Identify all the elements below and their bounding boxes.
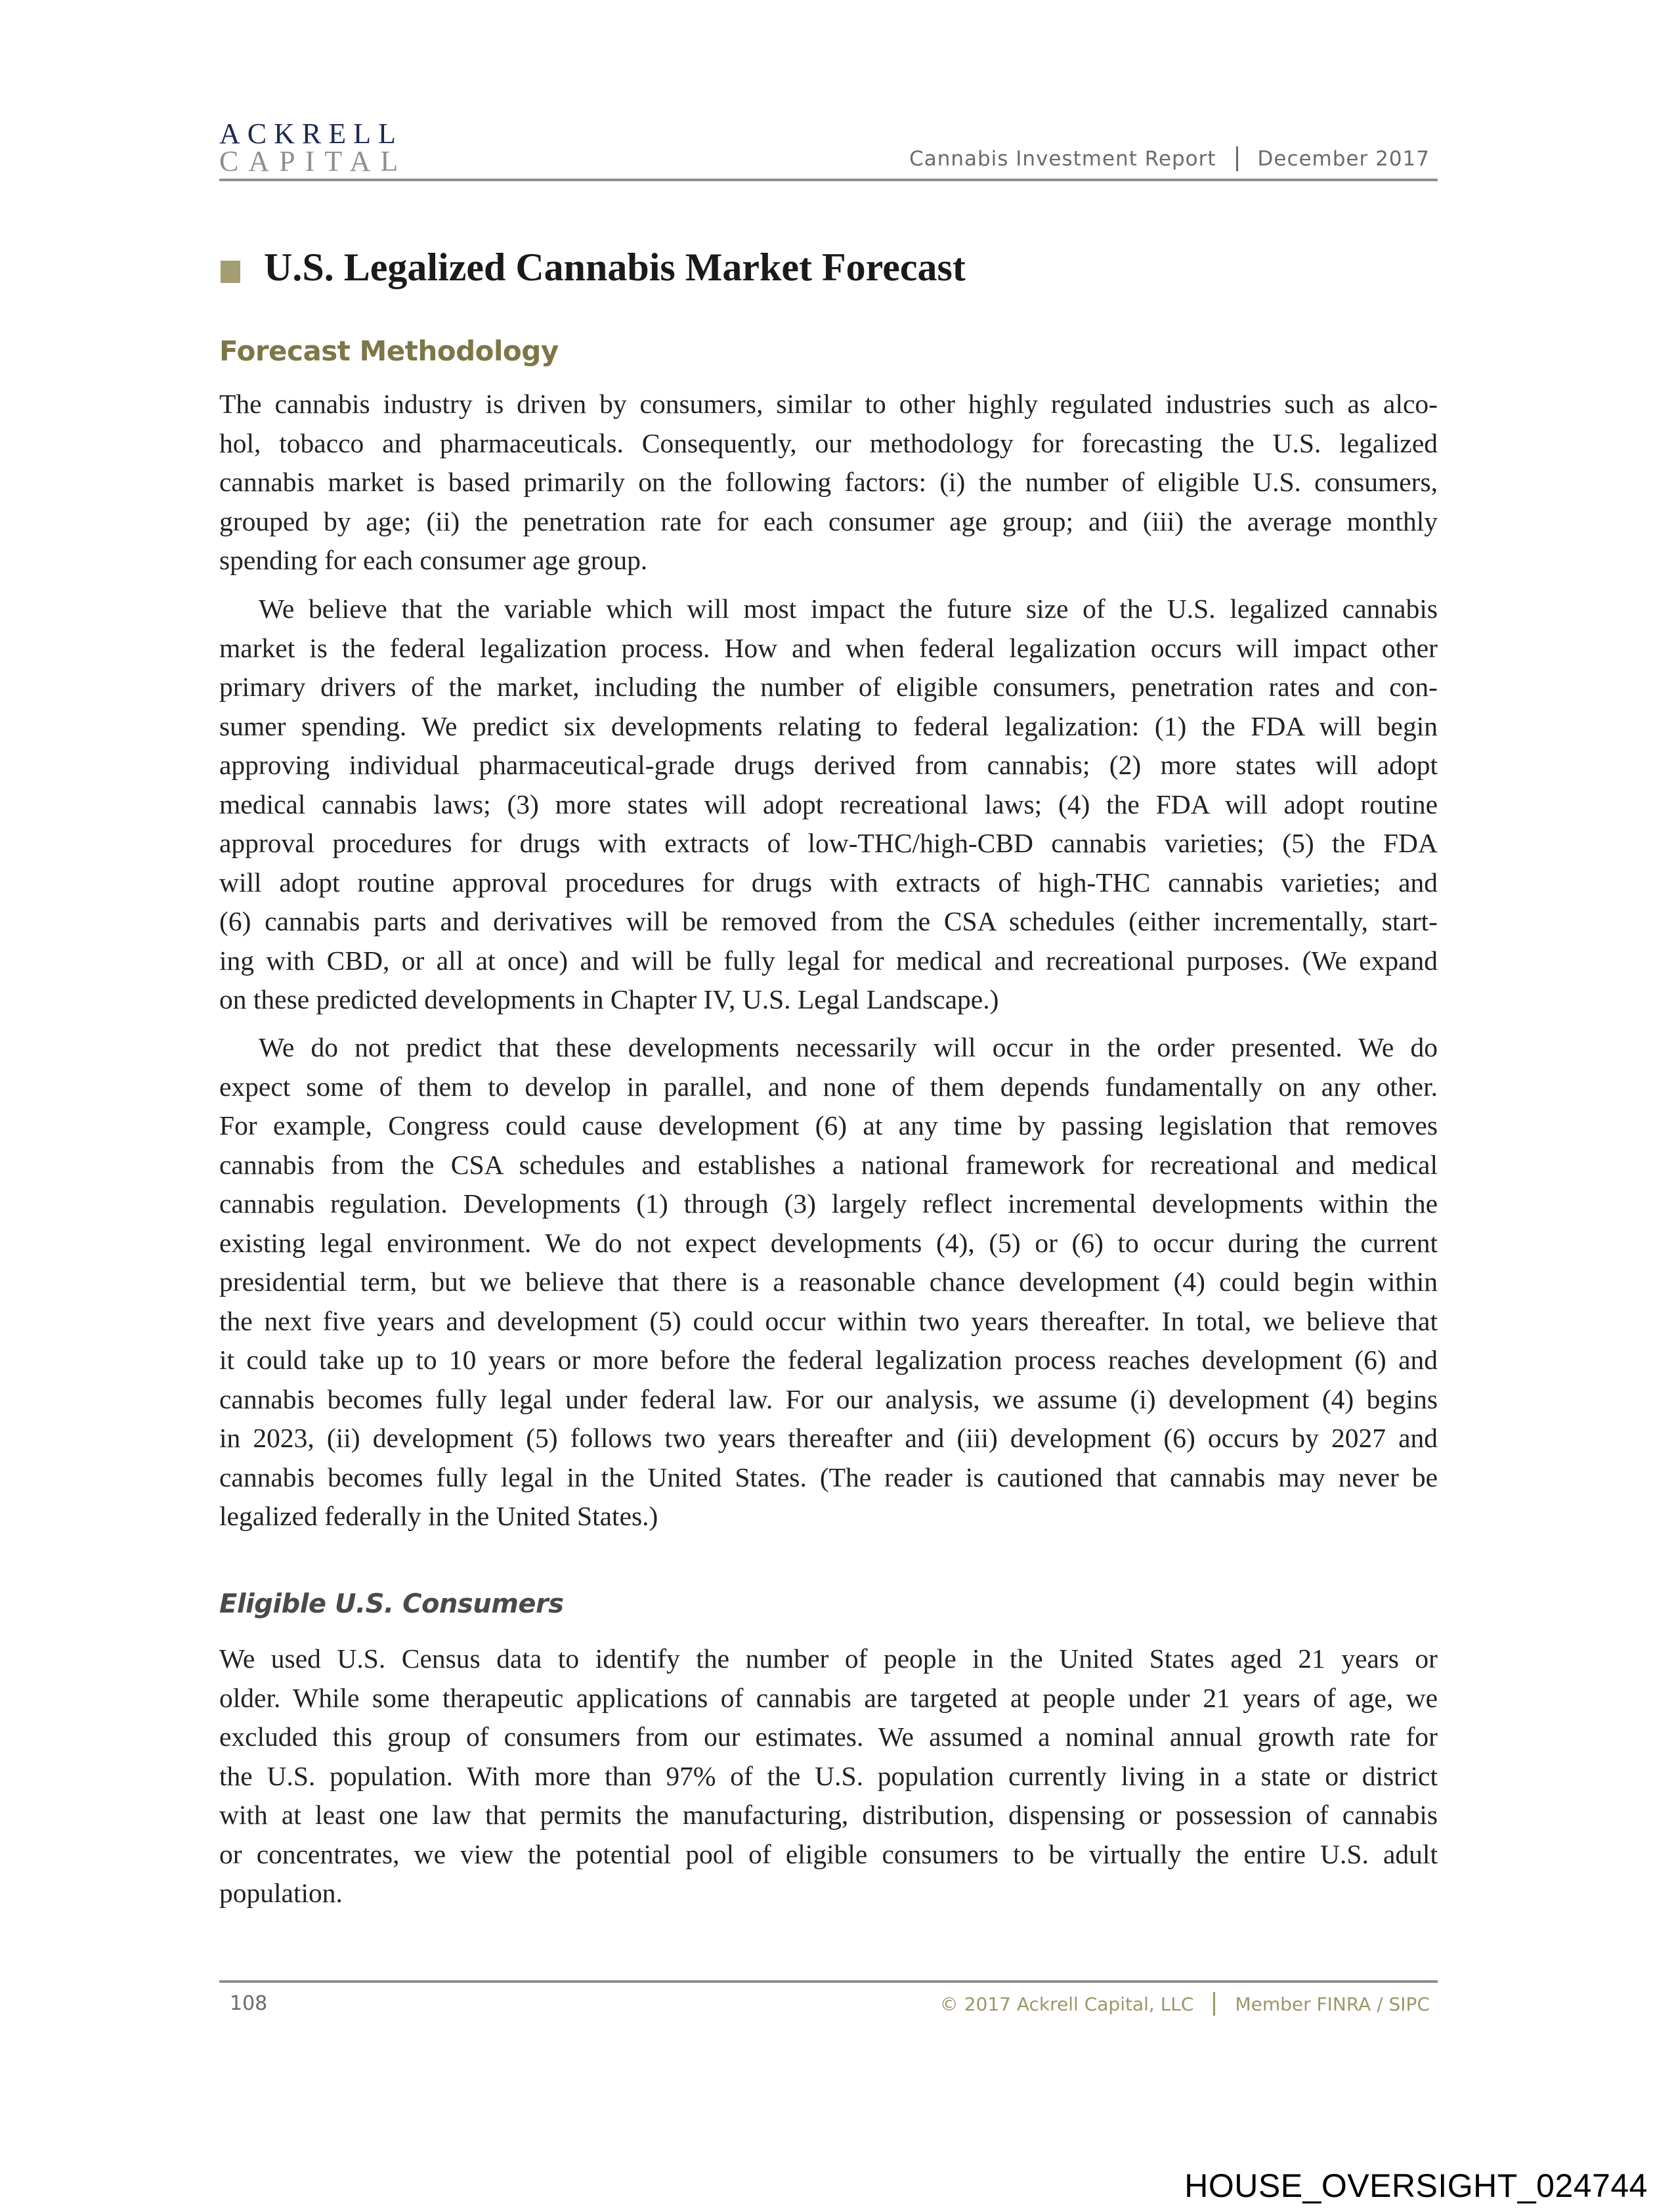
text-line: cannabis from the CSA schedules and establishes a national framework for recreational and medical bbox=[219, 1149, 1438, 1180]
text-line: cannabis becomes fully legal in the United States. (The reader is cautioned that cannabis may never be bbox=[219, 1462, 1438, 1492]
logo-capital: CAPITAL bbox=[219, 145, 408, 177]
report-date: December 2017 bbox=[1257, 147, 1430, 171]
header-rule bbox=[219, 179, 1438, 181]
text-line: grouped by age; (ii) the penetration rate for each consumer age group; and (iii) the average monthly bbox=[219, 506, 1438, 536]
text-line: cannabis market is based primarily on the following factors: (i) the number of eligible U.S. consumers, bbox=[219, 467, 1438, 497]
logo-ackrell: ACKRELL bbox=[219, 118, 403, 150]
text-line: (6) cannabis parts and derivatives will be removed from the CSA schedules (either incrementally, start- bbox=[219, 906, 1438, 936]
text-line: hol, tobacco and pharmaceuticals. Consequently, our methodology for forecasting the U.S. legalized bbox=[219, 427, 1438, 458]
text-line: older. While some therapeutic applications of cannabis are targeted at people under 21 years of age, we bbox=[219, 1682, 1438, 1713]
text-line: the next five years and development (5) could occur within two years thereafter. In total, we believe that bbox=[219, 1305, 1438, 1336]
text-line: existing legal environment. We do not expect developments (4), (5) or (6) to occur during the current bbox=[219, 1227, 1438, 1258]
paragraph-4 bbox=[219, 1639, 1438, 1913]
running-header bbox=[909, 146, 1430, 172]
paragraph-2 bbox=[219, 590, 1438, 1020]
text-line: approval procedures for drugs with extracts of low-THC/high-CBD cannabis varieties; (5) the FDA bbox=[219, 828, 1438, 858]
paragraph-1 bbox=[219, 385, 1438, 580]
bates-stamp: HOUSE_OVERSIGHT_024744 bbox=[1184, 2167, 1648, 2204]
bullet-square-icon bbox=[221, 261, 240, 283]
report-title: Cannabis Investment Report bbox=[909, 147, 1216, 171]
text-line: cannabis becomes fully legal under federal law. For our analysis, we assume (i) development (4) begins bbox=[219, 1383, 1438, 1414]
text-line: or concentrates, we view the potential pool of eligible consumers to be virtually the entire U.S. adult bbox=[219, 1838, 1438, 1869]
text-line: presidential term, but we believe that there is a reasonable chance development (4) could begin within bbox=[219, 1267, 1438, 1297]
paragraph-3 bbox=[219, 1028, 1438, 1536]
text-line: primary drivers of the market, including the number of eligible consumers, penetration rates and con- bbox=[219, 672, 1438, 702]
text-line: population. bbox=[219, 1878, 343, 1908]
text-line: it could take up to 10 years or more before the federal legalization process reaches development (6) and bbox=[219, 1345, 1438, 1375]
subheading-forecast-methodology: Forecast Methodology bbox=[219, 335, 559, 367]
text-line: The cannabis industry is driven by consumers, similar to other highly regulated industries such as alco- bbox=[219, 389, 1438, 419]
copyright-text: © 2017 Ackrell Capital, LLC bbox=[939, 1993, 1194, 2015]
text-line: in 2023, (ii) development (5) follows two years thereafter and (iii) development (6) occurs by 2027 and bbox=[219, 1423, 1438, 1453]
membership-text: Member FINRA / SIPC bbox=[1235, 1993, 1430, 2015]
footer-rule bbox=[219, 1980, 1438, 1983]
text-line: legalized federally in the United States.) bbox=[219, 1501, 658, 1531]
text-line: market is the federal legalization process. How and when federal legalization occurs will impact other bbox=[219, 632, 1438, 663]
text-line: We believe that the variable which will most impact the future size of the U.S. legalized cannabis bbox=[259, 594, 1438, 624]
page-title: U.S. Legalized Cannabis Market Forecast bbox=[264, 246, 966, 289]
text-line: on these predicted developments in Chapter IV, U.S. Legal Landscape.) bbox=[219, 984, 999, 1014]
text-line: will adopt routine approval procedures for drugs with extracts of high-THC cannabis varieties; and bbox=[219, 867, 1438, 898]
text-line: the U.S. population. With more than 97% of the U.S. population currently living in a state or district bbox=[219, 1760, 1438, 1791]
text-line: We used U.S. Census data to identify the number of people in the United States aged 21 years or bbox=[219, 1643, 1438, 1674]
text-line: excluded this group of consumers from our estimates. We assumed a nominal annual growth rate for bbox=[219, 1722, 1438, 1752]
footer-legal bbox=[940, 1992, 1430, 2016]
text-line: For example, Congress could cause development (6) at any time by passing legislation that removes bbox=[219, 1110, 1438, 1140]
header-divider bbox=[1236, 146, 1238, 171]
text-line: We do not predict that these developments necessarily will occur in the order presented. We do bbox=[259, 1032, 1438, 1062]
text-line: ing with CBD, or all at once) and will be fully legal for medical and recreational purposes. (We expand bbox=[219, 945, 1438, 976]
text-line: with at least one law that permits the manufacturing, distribution, dispensing or possession of cannabis bbox=[219, 1800, 1438, 1830]
subheading-eligible-consumers: Eligible U.S. Consumers bbox=[219, 1589, 564, 1619]
text-line: cannabis regulation. Developments (1) through (3) largely reflect incremental developments within the bbox=[219, 1188, 1438, 1219]
text-line: sumer spending. We predict six developments relating to federal legalization: (1) the FDA will begin bbox=[219, 710, 1438, 741]
text-line: medical cannabis laws; (3) more states will adopt recreational laws; (4) the FDA will adopt routine bbox=[219, 789, 1438, 819]
footer-divider bbox=[1213, 1992, 1215, 2016]
text-line: approving individual pharmaceutical-grade drugs derived from cannabis; (2) more states will adopt bbox=[219, 750, 1438, 780]
section-title-row bbox=[221, 244, 966, 290]
text-line: spending for each consumer age group. bbox=[219, 545, 648, 575]
page-number: 108 bbox=[230, 1992, 268, 2015]
text-line: expect some of them to develop in parallel, and none of them depends fundamentally on any other. bbox=[219, 1071, 1438, 1102]
